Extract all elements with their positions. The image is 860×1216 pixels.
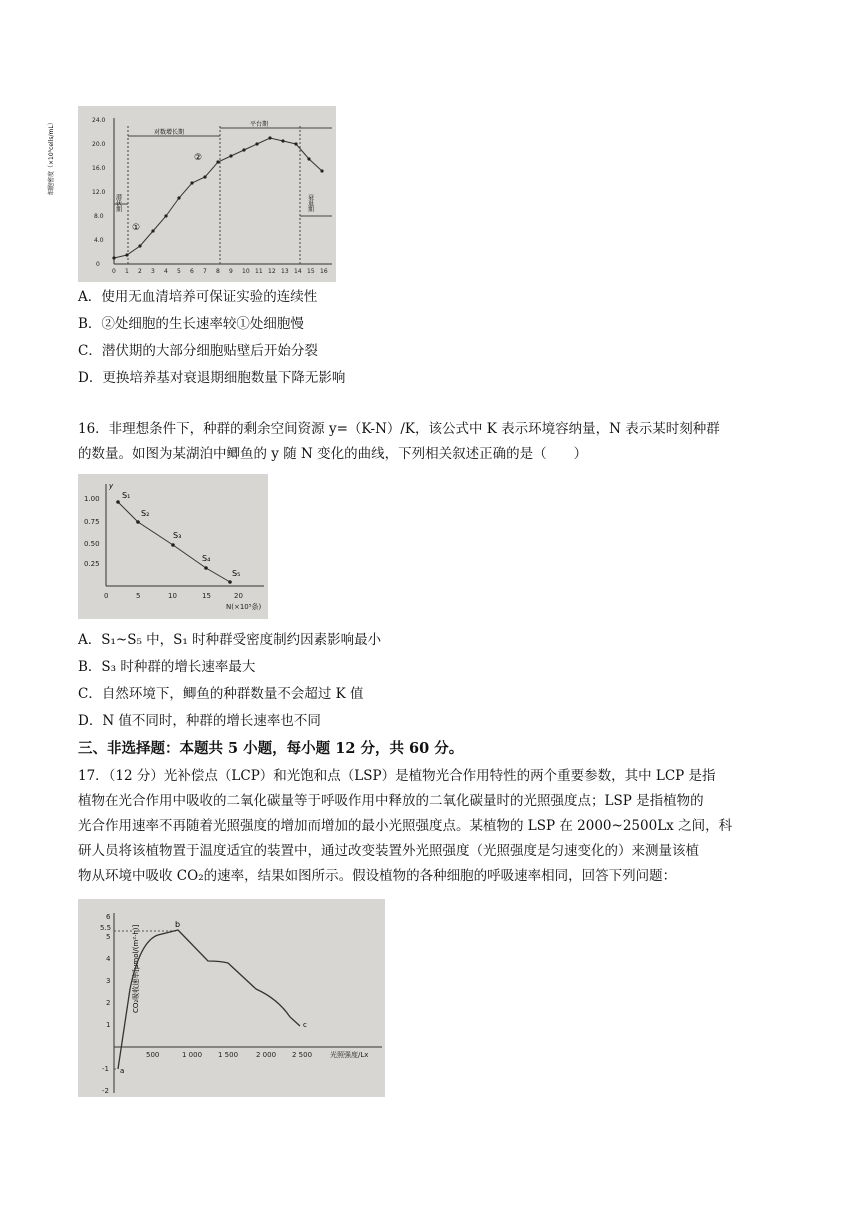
ylabel: y [109, 482, 114, 490]
xtick: 9 [229, 268, 233, 275]
q16-option-b: B．S₃ 时种群的增长速率最大 [78, 659, 256, 675]
marker-2: ② [194, 153, 203, 163]
ytick: 12.0 [92, 189, 106, 196]
ytick: 6 [106, 913, 111, 921]
q15-option-c: C．潜伏期的大部分细胞贴壁后开始分裂 [78, 343, 318, 359]
xtick: 1 000 [182, 1051, 203, 1059]
ytick: 5 [106, 933, 111, 941]
ytick: 1.00 [84, 495, 100, 503]
point-label: S₃ [173, 531, 182, 540]
phase-latent-label: 潜伏期 [114, 194, 122, 212]
point-s4 [204, 566, 208, 570]
ytick: -2 [102, 1087, 109, 1095]
ytick: 1 [106, 1021, 111, 1029]
growth-point [281, 139, 284, 142]
label-c: c [303, 1021, 307, 1029]
q17-line-2: 植物在光合作用中吸收的二氧化碳量等于呼吸作用中释放的二氧化碳量时的光照强度点；LSP 是指植物的 [78, 793, 704, 809]
ytick: 0 [96, 261, 100, 268]
point-label: S₄ [202, 554, 211, 563]
xtick: 2 000 [256, 1051, 277, 1059]
ytick: 8.0 [94, 213, 104, 220]
xtick: 20 [234, 592, 243, 600]
xtick: 10 [242, 268, 250, 275]
xtick: 0 [112, 268, 116, 275]
section-3-heading: 三、非选择题：本题共 5 小题，每小题 12 分，共 60 分。 [78, 740, 464, 757]
ytick: -1 [102, 1065, 109, 1073]
ytick: 24.0 [92, 117, 106, 124]
q16-stem-line-2: 的数量。如图为某湖泊中鲫鱼的 y 随 N 变化的曲线，下列相关叙述正确的是（ ） [78, 446, 588, 462]
ytick: 5.5 [100, 924, 112, 932]
growth-point [268, 136, 271, 139]
growth-point [203, 175, 206, 178]
q15-option-a: A．使用无血清培养可保证实验的连续性 [78, 289, 318, 305]
q16-option-c: C．自然环境下，鲫鱼的种群数量不会超过 K 值 [78, 686, 364, 702]
point-s2 [136, 520, 140, 524]
co2-absorption-chart [78, 899, 385, 1097]
xtick: 5 [136, 592, 141, 600]
xlabel: 光照强度/Lx [330, 1051, 369, 1059]
growth-point [125, 253, 128, 256]
ylabel: 细胞密度（×10⁵cells/mL） [48, 119, 55, 195]
xtick: 3 [151, 268, 155, 275]
xtick: 1 500 [218, 1051, 239, 1059]
point-s1 [116, 500, 120, 504]
growth-point [320, 169, 323, 172]
q16-stem-line-1: 16．非理想条件下，种群的剩余空间资源 y=（K-N）/K，该公式中 K 表示环境容纳量，N 表示某时刻种群 [78, 421, 720, 437]
co2-curve [118, 930, 300, 1069]
growth-point [112, 256, 115, 259]
xtick: 10 [168, 592, 177, 600]
q16-option-a: A．S₁~S₅ 中，S₁ 时种群受密度制约因素影响最小 [78, 632, 382, 648]
phase-log-label: 对数增长期 [154, 129, 185, 136]
ytick: 0.50 [84, 540, 100, 548]
xtick: 15 [202, 592, 211, 600]
ytick: 2 [106, 999, 111, 1007]
q16-option-d: D．N 值不同时，种群的增长速率也不同 [78, 713, 321, 729]
growth-point [229, 154, 232, 157]
xtick: 12 [268, 268, 276, 275]
xtick: 11 [255, 268, 263, 275]
xtick: 5 [177, 268, 181, 275]
ylabel: CO₂吸收速率[μmol/(m²·h)] [132, 924, 140, 1013]
co2-absorption-figure [78, 899, 385, 1097]
xtick: 8 [216, 268, 220, 275]
q17-line-5: 物从环境中吸收 CO₂的速率，结果如图所示。假设植物的各种细胞的呼吸速率相同，回答下列问题： [78, 868, 677, 884]
xtick: 15 [307, 268, 315, 275]
q17-line-4: 研人员将该植物置于温度适宜的装置中，通过改变装置外光照强度（光照强度是匀速变化的）来测量该植 [78, 843, 699, 859]
ytick: 0.25 [84, 560, 100, 568]
growth-point [242, 148, 245, 151]
point-s5 [228, 580, 232, 584]
xtick: 14 [294, 268, 302, 275]
ytick: 3 [106, 977, 111, 985]
xtick: 7 [203, 268, 207, 275]
growth-point [164, 214, 167, 217]
cell-growth-chart [48, 106, 336, 282]
xtick: 2 500 [292, 1051, 313, 1059]
q17-line-3: 光合作用速率不再随着光照强度的增加而增加的最小光照强度点。某植物的 LSP 在 2000~2500Lx 之间，科 [78, 818, 733, 834]
q17-line-1: 17．（12 分）光补偿点（LCP）和光饱和点（LSP）是植物光合作用特性的两个重要参数，其中 LCP 是指 [78, 768, 716, 784]
point-label: S₁ [122, 491, 131, 500]
point-s3 [171, 543, 175, 547]
ytick: 4 [106, 955, 111, 963]
xtick: 500 [146, 1051, 160, 1059]
growth-point [307, 157, 310, 160]
xtick: 16 [320, 268, 328, 275]
growth-point [151, 229, 154, 232]
phase-decline-label: 衰退期 [306, 194, 314, 212]
ytick: 4.0 [94, 237, 104, 244]
growth-point [216, 160, 219, 163]
xtick: 0 [104, 592, 109, 600]
q15-option-b: B．②处细胞的生长速率较①处细胞慢 [78, 316, 304, 332]
growth-point [138, 244, 141, 247]
growth-point [255, 142, 258, 145]
cell-growth-figure [48, 106, 336, 282]
growth-point [177, 196, 180, 199]
ytick: 16.0 [92, 165, 106, 172]
point-label: S₅ [232, 569, 241, 578]
point-label: S₂ [141, 509, 150, 518]
ytick: 0.75 [84, 518, 100, 526]
phase-plateau-label: 平台期 [250, 121, 269, 128]
y-vs-n-chart [78, 474, 268, 619]
xtick: 2 [138, 268, 142, 275]
growth-point [190, 181, 193, 184]
xtick: 13 [281, 268, 289, 275]
xtick: 1 [125, 268, 129, 275]
y-vs-n-figure [78, 474, 268, 619]
marker-1: ① [132, 223, 141, 233]
label-a: a [120, 1067, 125, 1075]
growth-point [294, 142, 297, 145]
xlabel: N(×10⁵条) [226, 603, 262, 611]
xtick: 6 [190, 268, 194, 275]
label-b: b [175, 920, 181, 929]
ytick: 20.0 [92, 141, 106, 148]
xtick: 4 [164, 268, 168, 275]
growth-curve [114, 138, 322, 258]
q15-option-d: D．更换培养基对衰退期细胞数量下降无影响 [78, 370, 346, 386]
